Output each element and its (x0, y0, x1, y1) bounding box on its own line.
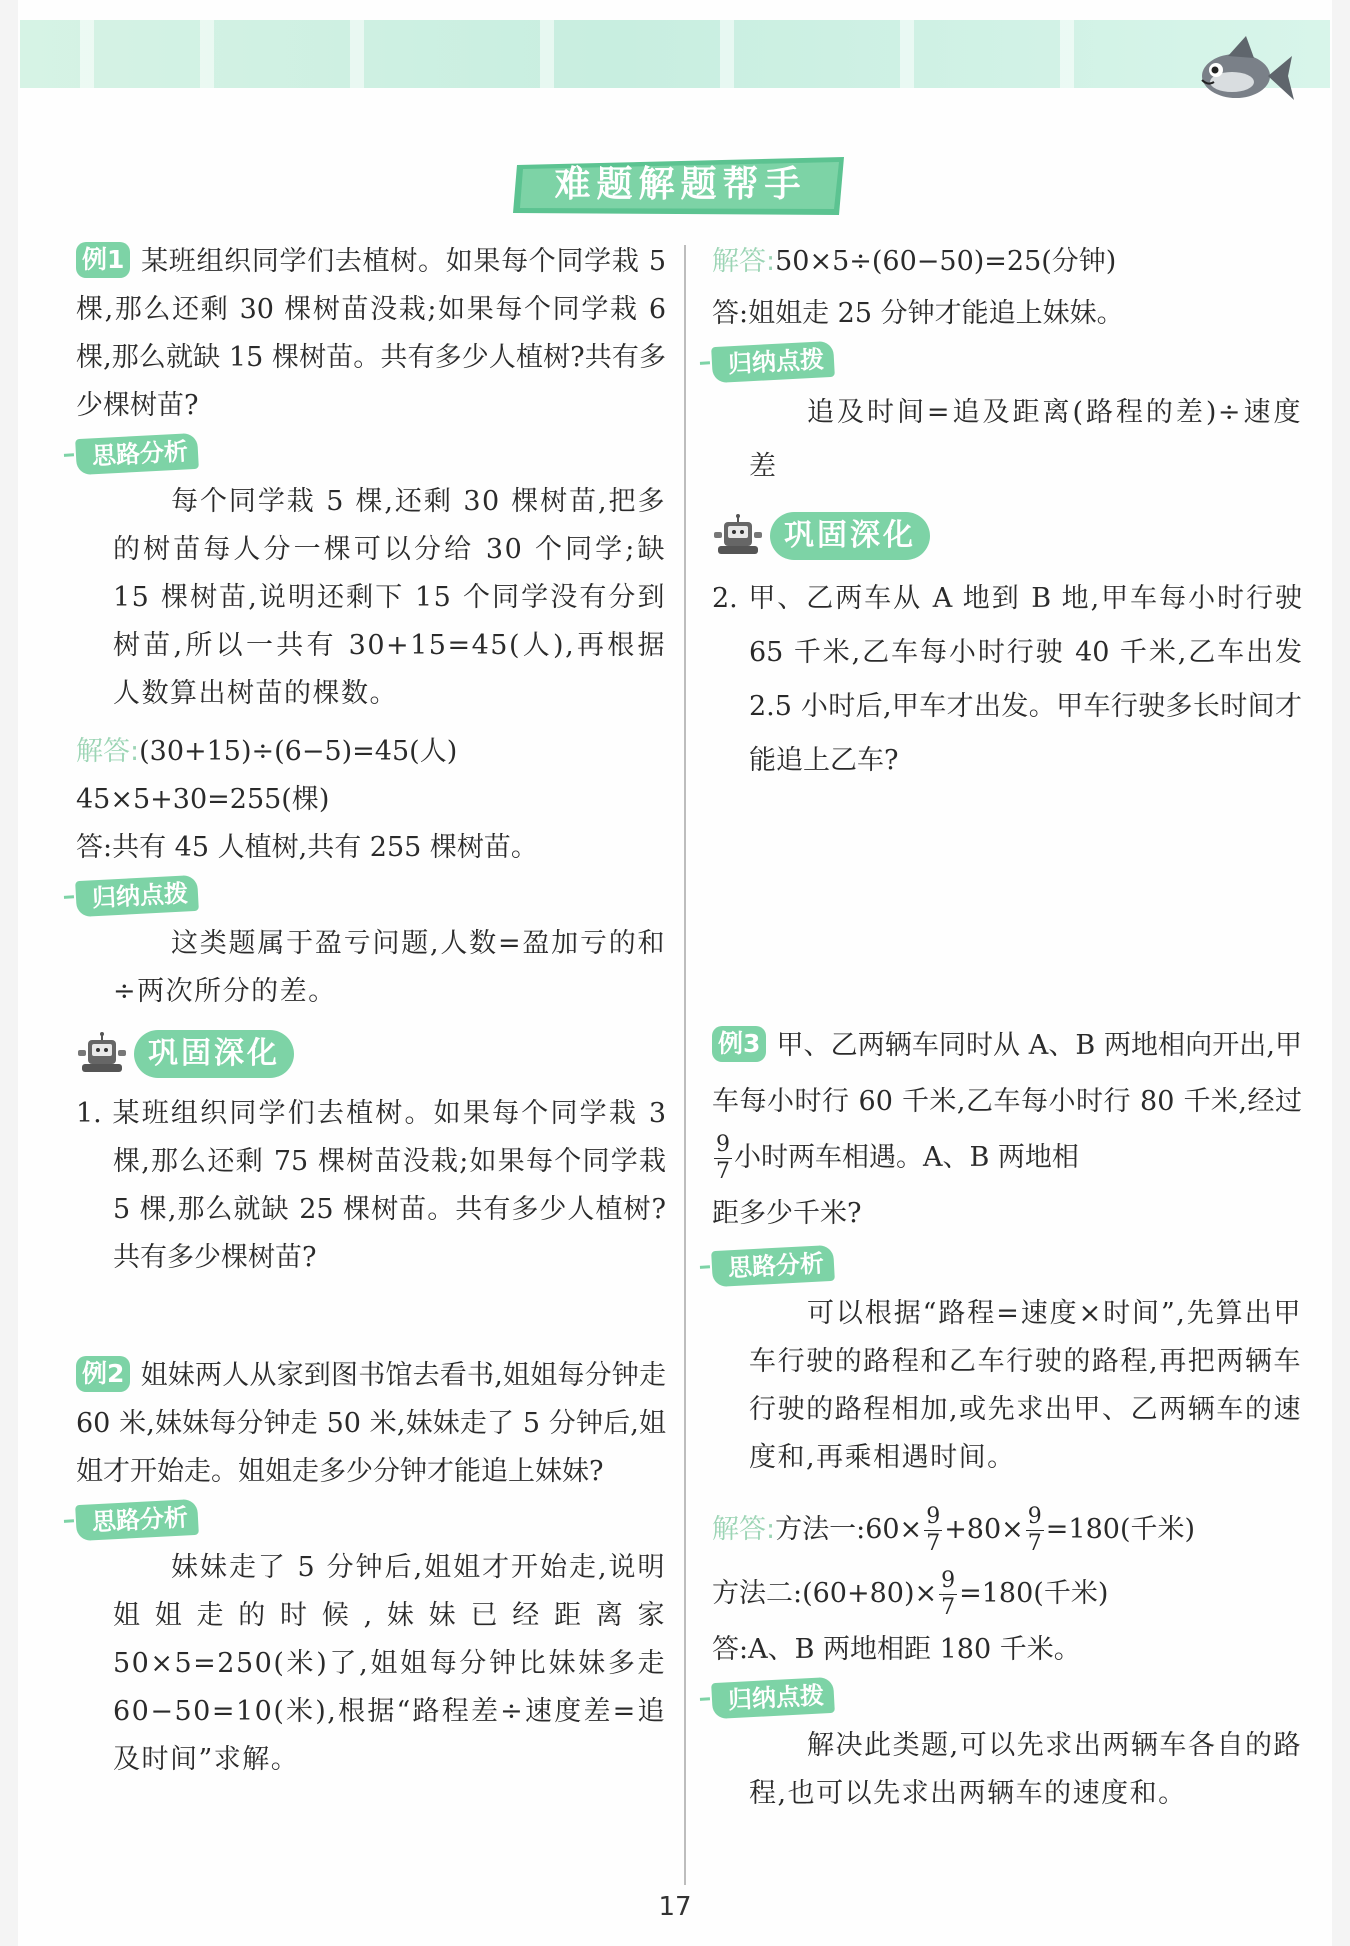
example-2-question: 姐妹两人从家到图书馆去看书,姐姐每分钟走 60 米,妹妹每分钟走 50 米,妹妹走了 5 分钟后,姐姐才开始走。姐姐走多少分钟才能追上妹妹? (76, 1360, 666, 1487)
practice-title: 巩固深化 (134, 1030, 294, 1078)
example-1 (76, 238, 666, 430)
robot-icon (76, 1032, 130, 1076)
example-1-answer-line2: 45×5+30=255(棵) (76, 784, 330, 815)
example-3-summary: 解决此类题,可以先求出两辆车各自的路程,也可以先求出两辆车的速度和。 (749, 1730, 1302, 1809)
analysis-tag: 思路分析 (711, 1245, 835, 1287)
example-1-analysis: 每个同学栽 5 棵,还剩 30 棵树苗,把多的树苗每人分一棵可以分给 30 个同学;缺 15 棵树苗,说明还剩下 15 个同学没有分到树苗,所以一共有 30+15=45(人),再根据人数算出树苗的棵数。 (113, 486, 666, 709)
practice-title: 巩固深化 (770, 512, 930, 560)
summary-tag: 归纳点拨 (711, 1677, 835, 1719)
left-column (76, 238, 666, 1784)
page-title: 难题解题帮手 (554, 164, 807, 205)
example-badge: 例2 (76, 1356, 130, 1392)
fraction: $\frac{9}{7}$ (716, 1132, 730, 1184)
example-badge: 例1 (76, 242, 130, 278)
example-3-analysis: 可以根据“路程=速度×时间”,先算出甲车行驶的路程和乙车行驶的路程,再把两辆车行驶的路程相加,或先求出甲、乙两辆车的速度和,再乘相遇时间。 (749, 1298, 1302, 1473)
column-divider (684, 245, 686, 1885)
example-3: 例3 甲、乙两辆车同时从 A、B 两地相向开出,甲车每小时行 60 千米,乙车每小时行 80 千米,经过 $\frac{9}{7}$ 小时两车相遇。A、B 两地相 距多少千米? (712, 1018, 1302, 1242)
example-2-answer: 解答:50×5÷(60−50)=25(分钟) (712, 246, 1117, 277)
practice-section-header (712, 508, 1302, 564)
page-number: 17 (658, 1892, 692, 1922)
example-2-analysis: 妹妹走了 5 分钟后,姐姐才开始走,说明姐姐走的时候,妹妹已经距离家 50×5=250(米)了,姐姐每分钟比妹妹多走 60−50=10(米),根据“路程差÷速度差=追及时间”求解。 (113, 1552, 666, 1775)
example-3-method-2: 方法二:(60+80)× $\frac{9}{7}$ =180(千米) (712, 1568, 1109, 1620)
top-decor-band (20, 20, 1330, 88)
analysis-tag: 思路分析 (75, 1499, 199, 1541)
robot-icon (712, 514, 766, 558)
example-1-conclusion: 答:共有 45 人植树,共有 255 棵树苗。 (76, 832, 538, 863)
practice-1: 1. 某班组织同学们去植树。如果每个同学栽 3 棵,那么还剩 75 棵树苗没栽;如果每个同学栽 5 棵,那么就缺 25 棵树苗。共有多少人植树?共有多少棵树苗? (76, 1098, 666, 1273)
example-1-answer: 解答:(30+15)÷(6−5)=45(人) (76, 736, 458, 767)
example-2-conclusion: 答:姐姐走 25 分钟才能追上妹妹。 (712, 298, 1124, 329)
example-1-summary: 这类题属于盈亏问题,人数=盈加亏的和÷两次所分的差。 (113, 928, 666, 1007)
right-column (712, 238, 1302, 1818)
practice-2: 2. 甲、乙两车从 A 地到 B 地,甲车每小时行驶 65 千米,乙车每小时行驶 40 千米,乙车出发 2.5 小时后,甲车才出发。甲车行驶多长时间才能追上乙车? (712, 583, 1302, 776)
fish-icon (1188, 28, 1298, 118)
example-badge: 例3 (712, 1026, 766, 1062)
summary-tag: 归纳点拨 (75, 875, 199, 917)
summary-tag: 归纳点拨 (711, 341, 835, 383)
example-3-method-1: 解答:方法一:60× $\frac{9}{7}$ +80× $\frac{9}{7}$ =180(千米) (712, 1504, 1196, 1556)
analysis-tag: 思路分析 (75, 433, 199, 475)
practice-section-header (76, 1026, 666, 1082)
example-1-question: 某班组织同学们去植树。如果每个同学栽 5 棵,那么还剩 30 棵树苗没栽;如果每个同学栽 6 棵,那么就缺 15 棵树苗。共有多少人植树?共有多少棵树苗? (76, 246, 666, 421)
example-3-conclusion: 答:A、B 两地相距 180 千米。 (712, 1634, 1081, 1665)
example-2 (76, 1352, 666, 1496)
example-2-summary: 追及时间=追及距离(路程的差)÷速度差 (749, 397, 1302, 482)
